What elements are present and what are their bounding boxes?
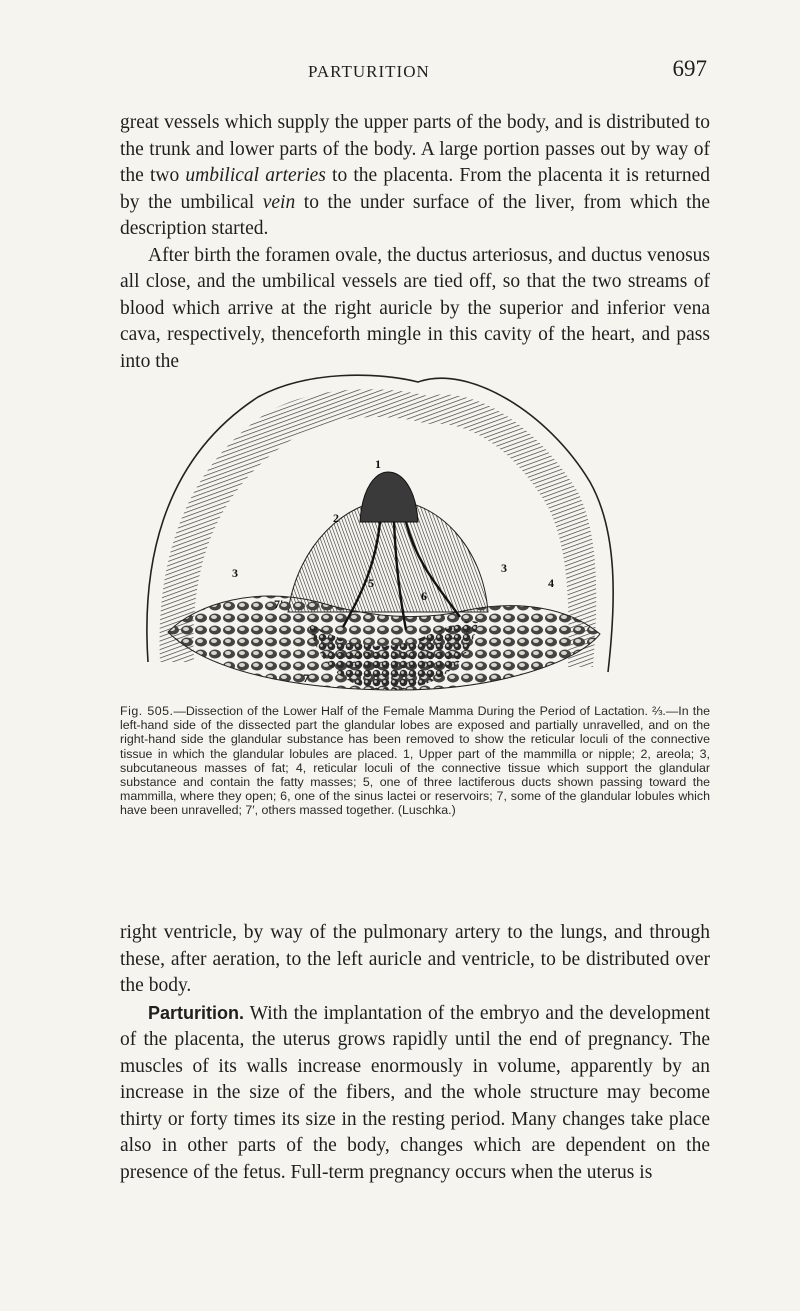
figure-caption — [120, 704, 710, 818]
page-header — [0, 56, 800, 92]
paragraph-1-part-a: great vessels which supply the upper parts of the body, and is distributed to the trunk and lower parts of the body. A large portion passes out by way of the two — [120, 112, 710, 186]
paragraph-1-part-b: to the placenta. From the placenta it is returned by the umbilical — [120, 165, 710, 213]
section-heading: Parturition. — [148, 1002, 245, 1023]
callout-5: 5 — [368, 576, 374, 590]
mamma-illustration — [138, 372, 633, 692]
paragraph-4-body: With the implantation of the embryo and the development of the placenta, the uterus grows rapidly until the end of pregnancy. The muscles of its walls increase enormously in volume, apparently by an increase in the size of the fibers, and the whole structure may become thirty or forty times its size in the resting period. Many changes take place also in other parts of the body, changes which are dependent on the presence of the fetus. Full-term pregnancy occurs when the uterus is — [120, 1002, 710, 1183]
paragraph-1-part-c: to the under surface of the liver, from which the description started. — [120, 191, 710, 239]
page-number: 697 — [672, 56, 707, 81]
callout-1: 1 — [375, 457, 381, 471]
upper-text-block — [120, 110, 710, 375]
callout-4: 4 — [548, 576, 554, 590]
callout-3-right: 3 — [501, 561, 507, 575]
caption-text: —Dissection of the Lower Half of the Female Mamma During the Period of Lactation. ⅔.—In the left-hand side of the dissected part the glandular lobes are exposed and partially unravelled, and on the right-hand side the glandular substance has been removed to show the reticular loculi of the connective tissue in which the glandular lobules are placed. 1, Upper part of the mammilla or nipple; 2, areola; 3, subcutaneous masses of fat; 4, reticular loculi of the connective tissue which support the glandular substance and contain the fatty masses; 5, one of three lactiferous ducts shown passing toward the mammilla, where they open; 6, one of the sinus lactei or reservoirs; 7, some of the glandular lobules which have been unravelled; 7′, others massed together. (Luschka.) — [120, 704, 710, 818]
mamma-dissection-figure — [138, 372, 633, 692]
paragraph-4 — [120, 1000, 710, 1187]
lower-text-block — [120, 920, 710, 1186]
callout-7: 7 — [303, 671, 309, 685]
paragraph-2: After birth the foramen ovale, the ductus arteriosus, and ductus venosus all close, and the umbilical vessels are tied off, so that the two streams of blood which arrive at the right auricle by the superior and inferior vena cava, respectively, thenceforth mingle in this cavity of the heart, and pass into the — [120, 244, 710, 372]
running-title: PARTURITION — [308, 62, 430, 81]
paragraph-1 — [120, 110, 710, 243]
callout-7-prime: 7' — [274, 597, 284, 611]
figure-label: Fig. 505. — [120, 704, 174, 718]
vein-term: vein — [262, 191, 296, 213]
umbilical-arteries-term: umbilical arteries — [185, 165, 326, 186]
callout-3-left: 3 — [232, 566, 238, 580]
callout-6: 6 — [421, 589, 427, 603]
nipple — [360, 472, 418, 522]
callout-2: 2 — [333, 511, 339, 525]
paragraph-3: right ventricle, by way of the pulmonary artery to the lungs, and through these, after aeration, to the left auricle and ventricle, to be distributed over the body. — [120, 922, 710, 996]
